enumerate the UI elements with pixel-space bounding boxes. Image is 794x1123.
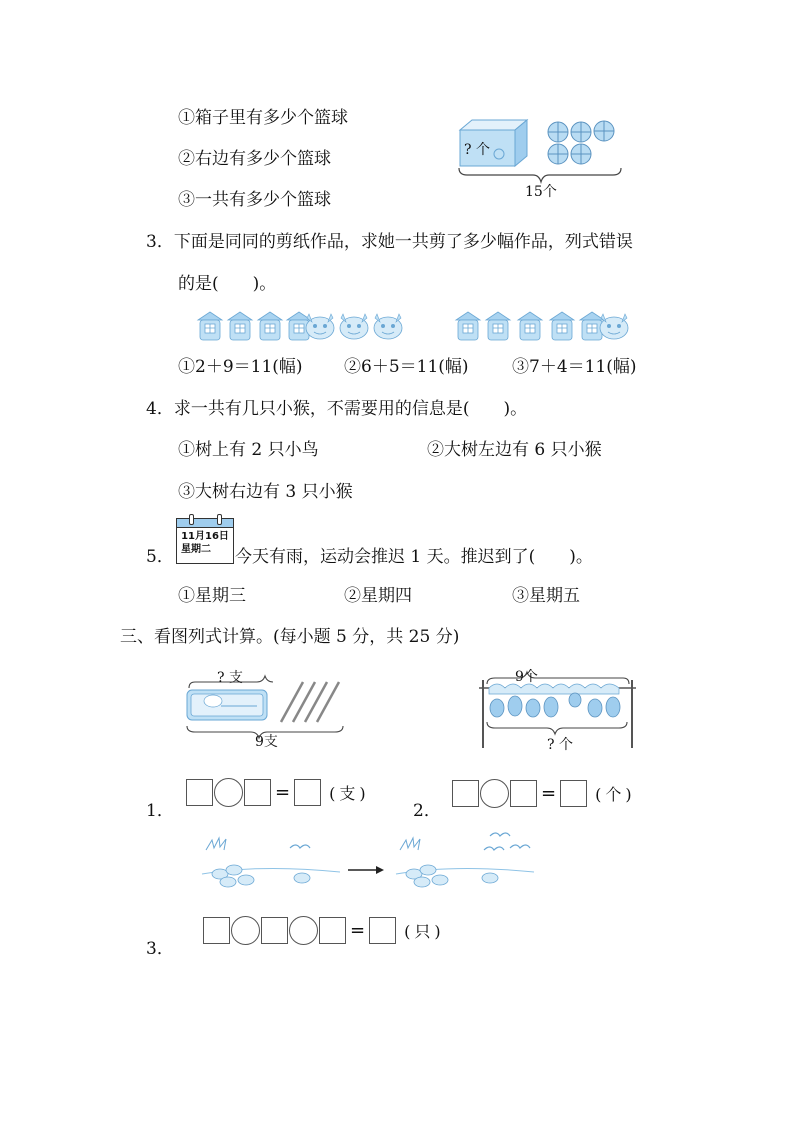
- q5-option-1: ①星期三: [178, 586, 246, 606]
- p2-answer-box-1[interactable]: [452, 780, 479, 807]
- p1-unit: (支): [329, 784, 370, 803]
- calendar-date: 11月16日: [181, 531, 229, 542]
- box-label: ? 个: [464, 142, 490, 158]
- p3-answer-box-3[interactable]: [319, 917, 346, 944]
- basketballs: [548, 121, 614, 164]
- p3-answer-box-2[interactable]: [261, 917, 288, 944]
- p3-unit: (只): [404, 922, 445, 941]
- basketball-figure: [455, 112, 625, 202]
- q3-option-2: ②6＋5＝11(幅): [344, 357, 469, 377]
- pencil-case-illustration: [187, 690, 267, 720]
- p3-number: 3．: [146, 939, 174, 959]
- calendar-weekday: 星期二: [181, 544, 211, 555]
- q3-option-3: ③7＋4＝11(幅): [512, 357, 637, 377]
- q2-option-b: ②右边有多少个篮球: [178, 149, 331, 169]
- p3-operator-circle-2[interactable]: [289, 916, 318, 945]
- q4-option-3: ③大树右边有 3 只小猴: [178, 482, 353, 502]
- gourds-illustration: [490, 693, 620, 717]
- fig1-bottom-label: 9支: [255, 734, 278, 750]
- p1-result-box[interactable]: [294, 779, 321, 806]
- pencil-case-figure: [185, 668, 355, 753]
- q3-option-1: ①2＋9＝11(幅): [178, 357, 303, 377]
- p1-equals: =: [275, 782, 291, 803]
- birds-ducks-figure: [200, 830, 540, 890]
- p3-operator-circle-1[interactable]: [231, 916, 260, 945]
- p2-number: 2．: [413, 801, 441, 821]
- p1-number: 1．: [146, 801, 174, 821]
- total-label: 15个: [525, 184, 557, 200]
- papercut-group-left: [198, 312, 402, 340]
- papercut-group-right: [456, 312, 628, 340]
- p1-equation: [186, 778, 370, 807]
- q4-stem: 4．求一共有几只小猴，不需要用的信息是( )。: [146, 399, 528, 419]
- q5-option-2: ②星期四: [344, 586, 412, 606]
- arrow-icon: [348, 866, 384, 874]
- p2-equals: =: [541, 783, 557, 804]
- p2-answer-box-2[interactable]: [510, 780, 537, 807]
- p3-result-box[interactable]: [369, 917, 396, 944]
- gourd-rack-figure: [475, 668, 640, 754]
- p3-equals: =: [350, 920, 366, 941]
- section3-title: 三、看图列式计算。(每小题 5 分，共 25 分): [120, 627, 460, 647]
- q4-option-2: ②大树左边有 6 只小猴: [427, 440, 602, 460]
- p1-answer-box-2[interactable]: [244, 779, 271, 806]
- pencils-illustration: [281, 682, 339, 722]
- p3-equation: [203, 916, 445, 945]
- p2-equation: [452, 779, 636, 808]
- fig2-top-label: 9个: [515, 669, 538, 685]
- q5-number: 5．: [146, 547, 174, 567]
- q2-option-a: ①箱子里有多少个篮球: [178, 108, 348, 128]
- q4-option-1: ①树上有 2 只小鸟: [178, 440, 319, 460]
- calendar-icon: [176, 518, 234, 564]
- p2-unit: (个): [595, 785, 636, 804]
- q2-option-c: ③一共有多少个篮球: [178, 190, 331, 210]
- q5-option-3: ③星期五: [512, 586, 580, 606]
- fig2-bottom-label: ? 个: [547, 737, 573, 753]
- p2-result-box[interactable]: [560, 780, 587, 807]
- p3-answer-box-1[interactable]: [203, 917, 230, 944]
- scene-before: [202, 838, 340, 887]
- fig1-top-label: ? 支: [217, 670, 243, 686]
- papercut-figures: [195, 308, 635, 344]
- q5-stem: 今天有雨，运动会推迟 1 天。推迟到了( )。: [235, 547, 593, 567]
- scene-after: [396, 833, 534, 887]
- p1-operator-circle[interactable]: [214, 778, 243, 807]
- vine-leaves: [489, 684, 619, 694]
- p1-answer-box-1[interactable]: [186, 779, 213, 806]
- birds-after: [484, 833, 530, 850]
- q3-stem-line2: 的是( )。: [178, 274, 277, 294]
- bird-before: [290, 845, 310, 848]
- p2-operator-circle[interactable]: [480, 779, 509, 808]
- q3-stem-line1: 3．下面是同同的剪纸作品，求她一共剪了多少幅作品，列式错误: [146, 232, 633, 252]
